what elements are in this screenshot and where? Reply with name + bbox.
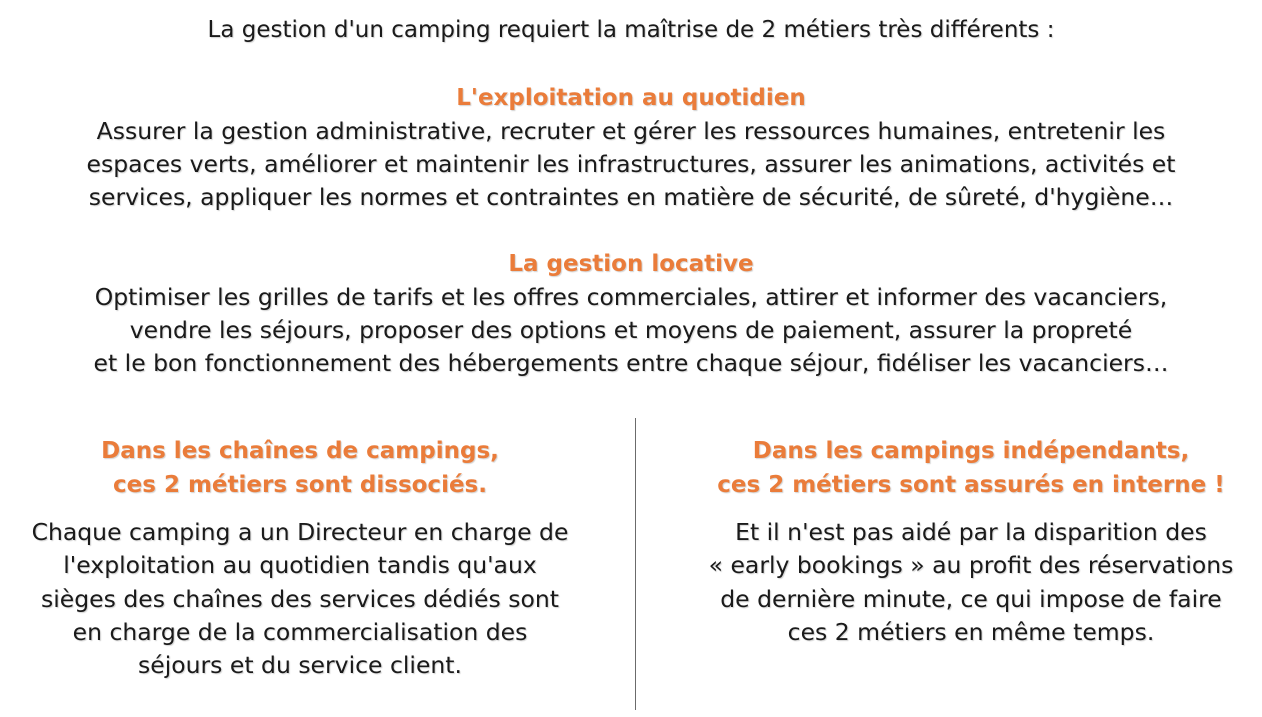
independents-heading-line-1: Dans les campings indépendants, (752, 438, 1190, 464)
exploitation-line-2: espaces verts, améliorer et maintenir les infrastructures, assurer les animations, activités et (86, 150, 1176, 178)
chains-line-2: l'exploitation au quotidien tandis qu'aux (63, 551, 537, 579)
column-divider (635, 418, 636, 710)
locative-line-1: Optimiser les grilles de tarifs et les offres commerciales, attirer et informer des vacanciers, (94, 283, 1168, 311)
chains-line-5: séjours et du service client. (138, 651, 462, 679)
independents-line-1: Et il n'est pas aidé par la disparition des (735, 518, 1207, 546)
exploitation-line-1: Assurer la gestion administrative, recruter et gérer les ressources humaines, entretenir les (96, 117, 1166, 145)
exploitation-heading: L'exploitation au quotidien (456, 85, 806, 111)
chains-heading-line-2: ces 2 métiers sont dissociés. (113, 472, 487, 498)
independents-line-3: de dernière minute, ce qui impose de faire (720, 585, 1222, 613)
chains-line-4: en charge de la commercialisation des (72, 618, 528, 646)
exploitation-line-3: services, appliquer les normes et contraintes en matière de sécurité, de sûreté, d'hygiène… (88, 183, 1174, 211)
independents-line-4: ces 2 métiers en même temps. (787, 618, 1155, 646)
chains-line-1: Chaque camping a un Directeur en charge de (31, 518, 569, 546)
locative-line-3: et le bon fonctionnement des hébergements entre chaque séjour, fidéliser les vacanciers… (93, 349, 1169, 377)
independents-line-2: « early bookings » au profit des réservations (708, 551, 1234, 579)
locative-line-2: vendre les séjours, proposer des options et moyens de paiement, assurer la propreté (129, 316, 1133, 344)
chains-line-3: sièges des chaînes des services dédiés sont (41, 585, 559, 613)
locative-heading: La gestion locative (508, 251, 754, 277)
intro-text: La gestion d'un camping requiert la maîtrise de 2 métiers très différents : (207, 17, 1055, 43)
chains-heading-line-1: Dans les chaînes de campings, (101, 438, 499, 464)
independents-heading-line-2: ces 2 métiers sont assurés en interne ! (717, 472, 1225, 498)
